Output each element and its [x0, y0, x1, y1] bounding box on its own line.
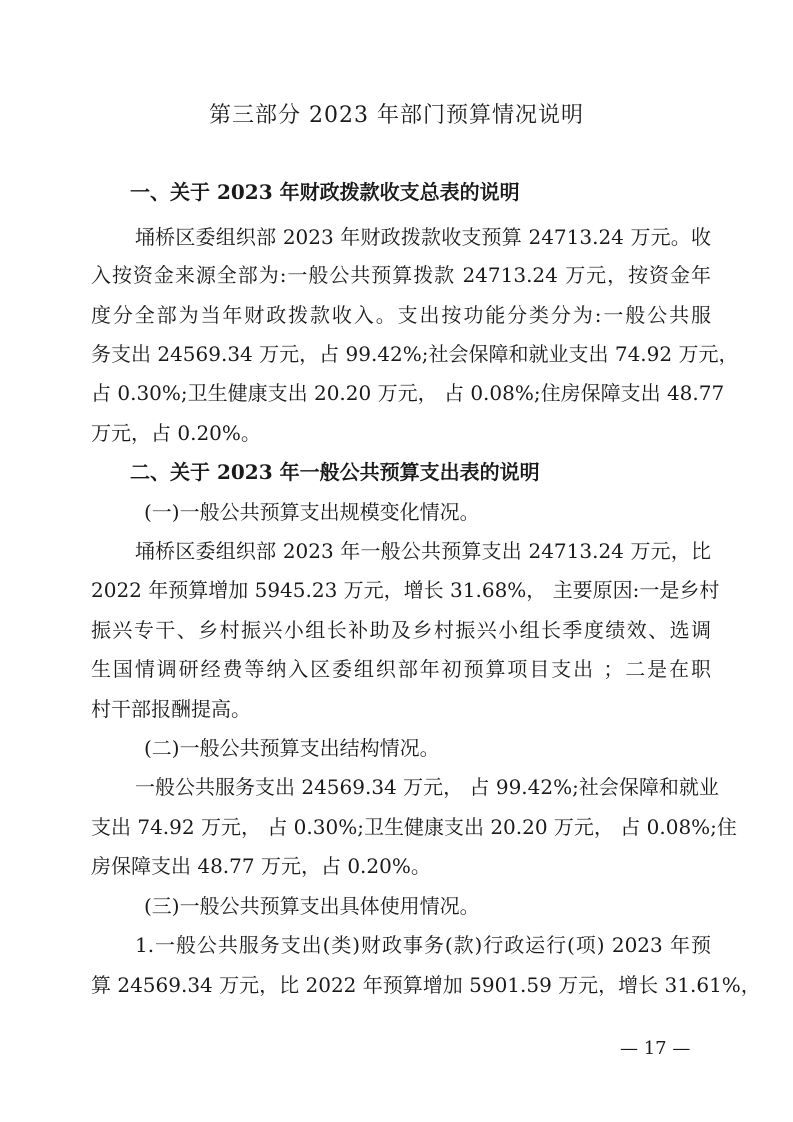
paragraph-line: 支出 74.92 万元， 占 0.30%;卫生健康支出 20.20 万元， 占 0.08%;住 — [91, 815, 737, 839]
paragraph-line: 村干部报酬提高。 — [91, 697, 251, 721]
paragraph-line: 务支出 24569.34 万元，占 99.42%;社会保障和就业支出 74.92 万元， — [91, 342, 739, 366]
paragraph-line: 2022 年预算增加 5945.23 万元，增长 31.68%， 主要原因:一是乡村 — [91, 578, 720, 602]
paragraph-line: 1.一般公共服务支出(类)财政事务(款)行政运行(项) 2023 年预 — [135, 933, 711, 957]
paragraph-line: 埇桥区委组织部 2023 年一般公共预算支出 24713.24 万元，比 — [135, 539, 711, 563]
paragraph-line: 生国情调研经费等纳入区委组织部年初预算项目支出 ；二是在职 — [91, 657, 711, 681]
section-heading-2: 二、关于 2023 年一般公共预算支出表的说明 — [130, 460, 540, 484]
paragraph-line: 占 0.30%;卫生健康支出 20.20 万元， 占 0.08%;住房保障支出 48.77 — [91, 381, 725, 405]
paragraph-line: 万元，占 0.20%。 — [91, 421, 261, 445]
paragraph-line: 埇桥区委组织部 2023 年财政拨款收支预算 24713.24 万元。收 — [135, 225, 711, 249]
page-title: 第三部分 2023 年部门预算情况说明 — [209, 103, 584, 128]
subsection-title-3: (三)一般公共预算支出具体使用情况。 — [144, 894, 480, 918]
page-number: — 17 — — [620, 1038, 691, 1059]
paragraph-line: 振兴专干、乡村振兴小组长补助及乡村振兴小组长季度绩效、选调 — [91, 618, 711, 642]
paragraph-line: 算 24569.34 万元，比 2022 年预算增加 5901.59 万元，增长 31.61%， — [91, 973, 761, 997]
subsection-title-2: (二)一般公共预算支出结构情况。 — [144, 736, 440, 760]
paragraph-line: 一般公共服务支出 24569.34 万元， 占 99.42%;社会保障和就业 — [135, 775, 719, 799]
paragraph-line: 房保障支出 48.77 万元，占 0.20%。 — [91, 854, 431, 878]
subsection-title-1: (一)一般公共预算支出规模变化情况。 — [144, 500, 480, 524]
section-heading-1: 一、关于 2023 年财政拨款收支总表的说明 — [130, 180, 520, 204]
paragraph-line: 入按资金来源全部为:一般公共预算拨款 24713.24 万元，按资金年 — [91, 263, 711, 287]
paragraph-line: 度分全部为当年财政拨款收入。支出按功能分类分为:一般公共服 — [91, 303, 711, 327]
